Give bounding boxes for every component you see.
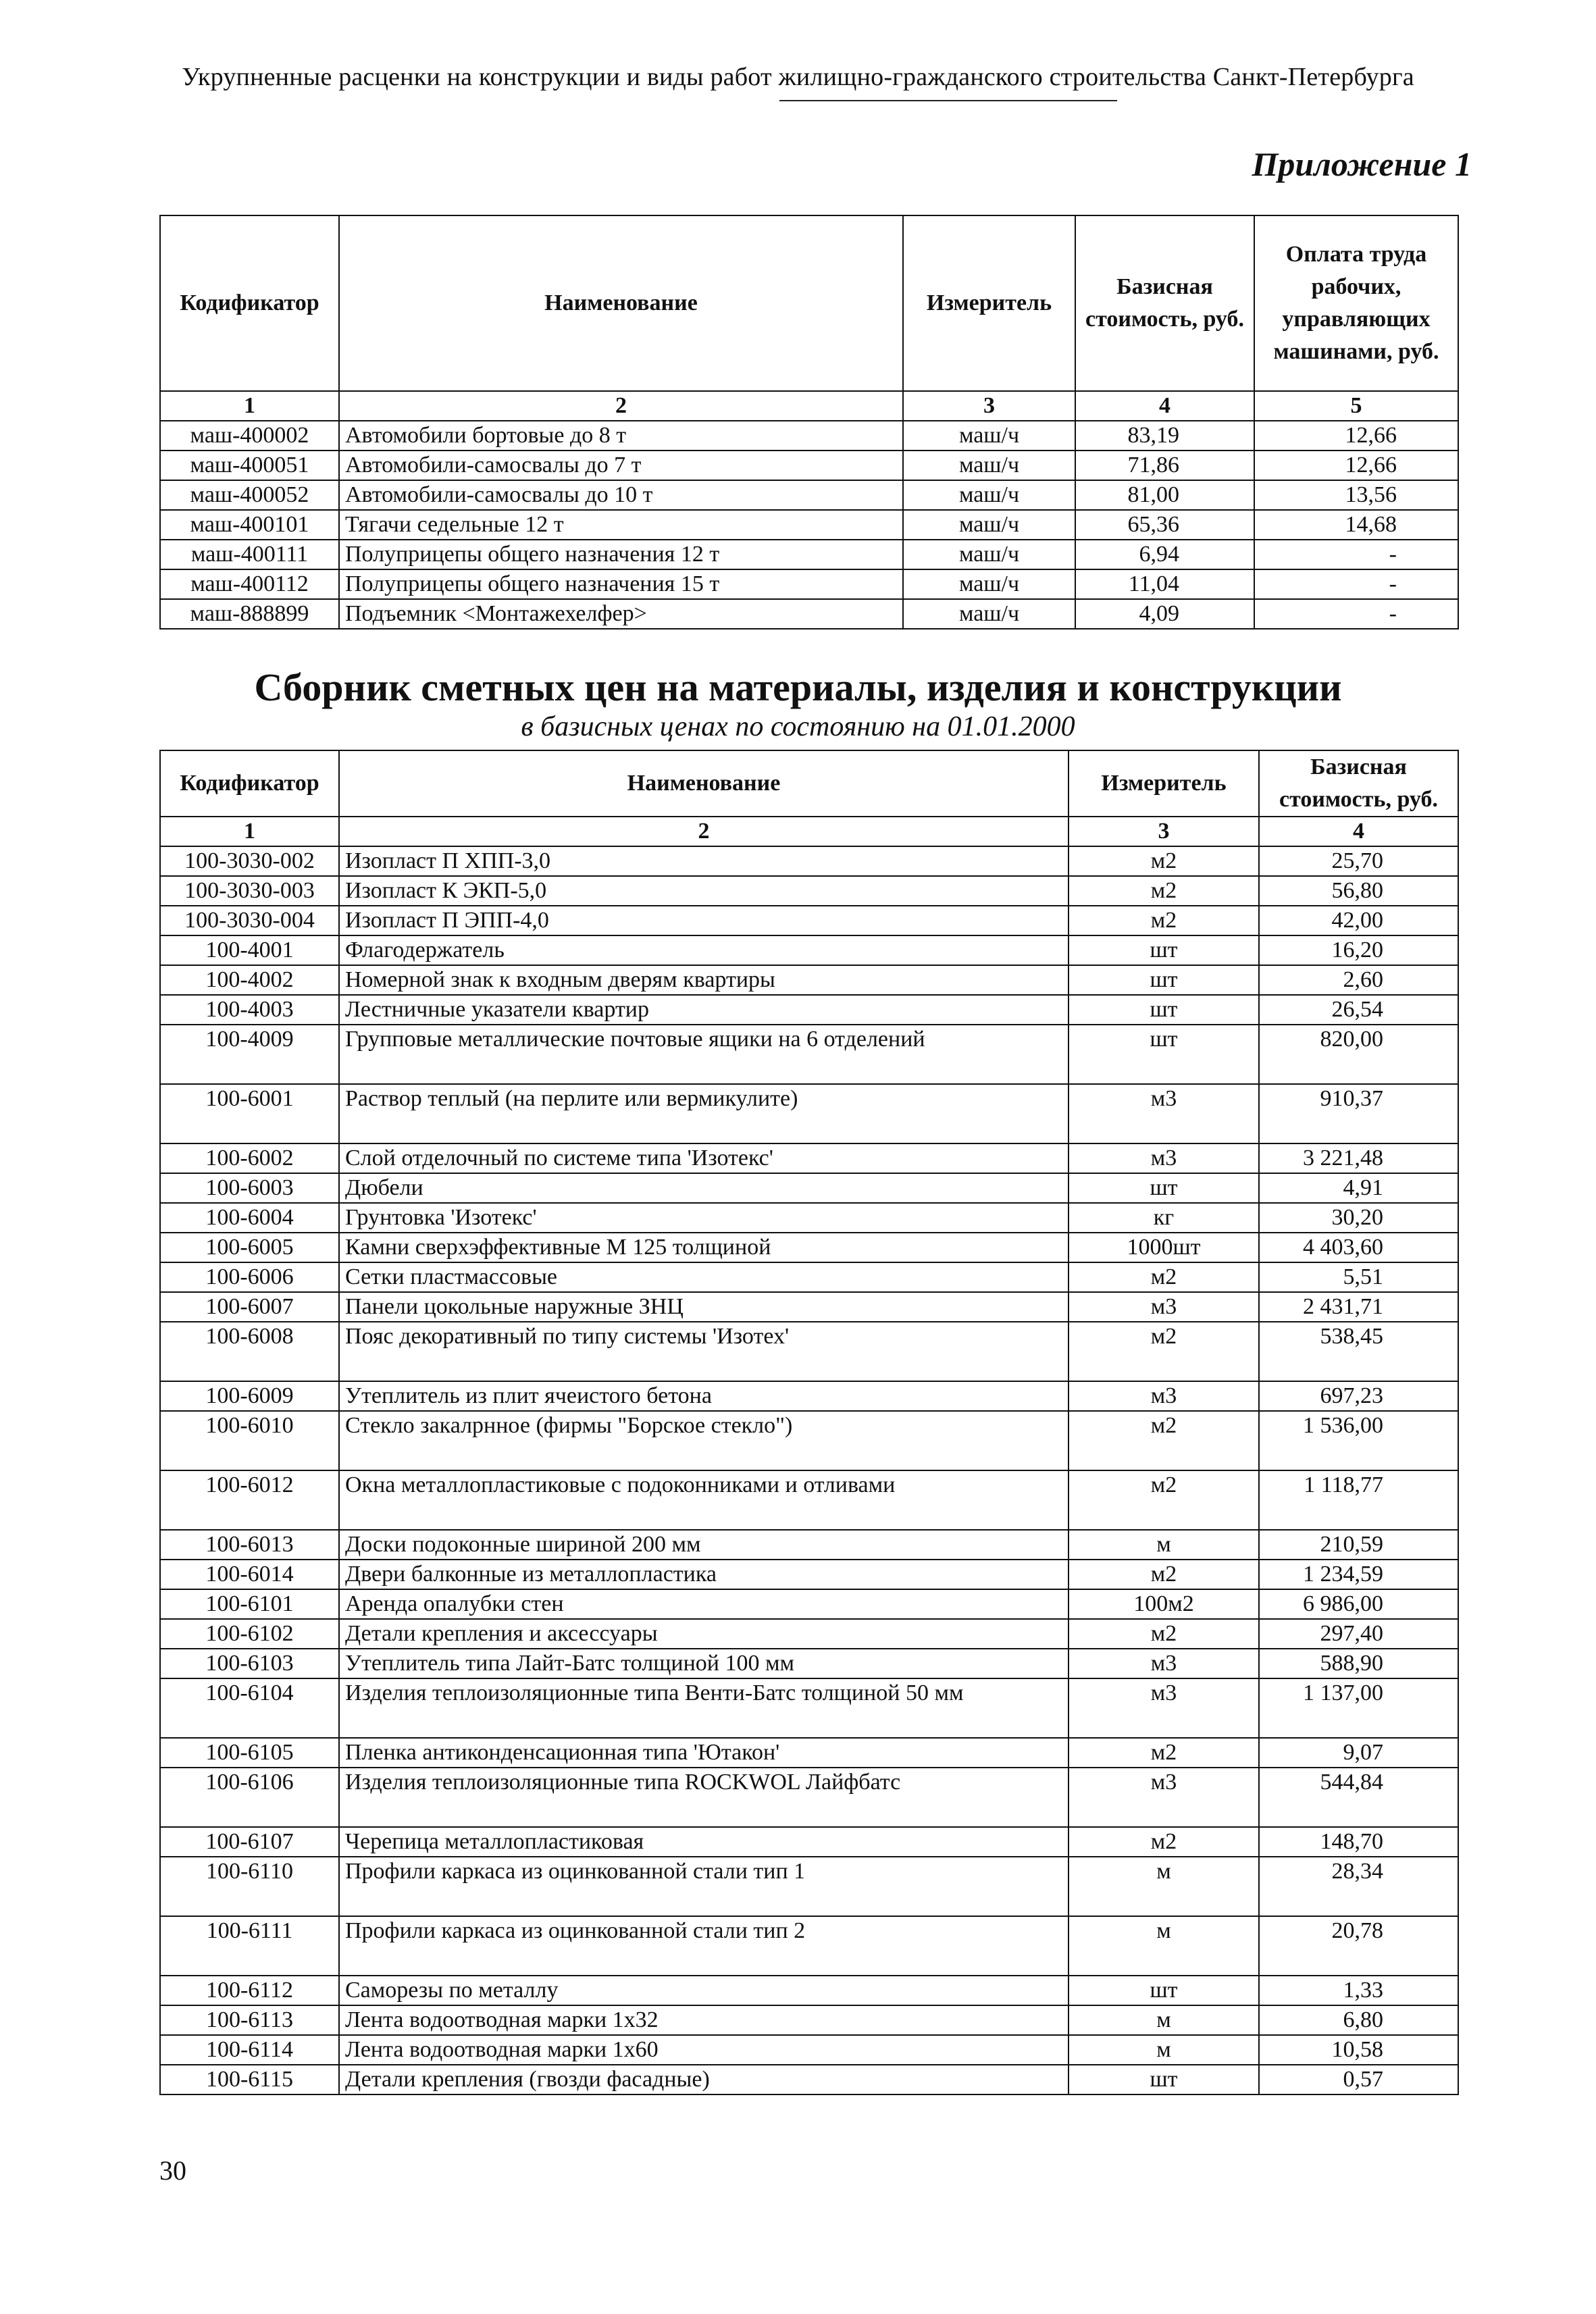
table-cell: м3 bbox=[1069, 1084, 1259, 1143]
table-cell: 100-4003 bbox=[160, 995, 339, 1025]
column-number: 4 bbox=[1259, 817, 1458, 846]
table-row bbox=[160, 1619, 1458, 1649]
table-cell: м2 bbox=[1069, 1322, 1259, 1381]
table-cell: - bbox=[1254, 540, 1458, 569]
table-cell: кг bbox=[1069, 1203, 1259, 1233]
table-cell: Пояс декоративный по типу системы 'Изотех' bbox=[339, 1322, 1069, 1381]
table-cell: 1 118,77 bbox=[1259, 1470, 1458, 1530]
table-cell: 71,86 bbox=[1075, 451, 1254, 480]
table-cell: Номерной знак к входным дверям квартиры bbox=[339, 965, 1069, 995]
table-cell: Утеплитель типа Лайт-Батс толщиной 100 мм bbox=[339, 1649, 1069, 1678]
header-cell: Кодификатор bbox=[160, 215, 339, 391]
table-cell: 100-6003 bbox=[160, 1173, 339, 1203]
table-cell: 10,58 bbox=[1259, 2035, 1458, 2065]
table-cell: м bbox=[1069, 2005, 1259, 2035]
table-cell: 100-6008 bbox=[160, 1322, 339, 1381]
table-row bbox=[160, 1322, 1458, 1381]
table-cell: Изопласт П ХПП-3,0 bbox=[339, 846, 1069, 876]
table-cell: маш/ч bbox=[903, 540, 1075, 569]
table-cell: 13,56 bbox=[1254, 480, 1458, 510]
table-cell: Саморезы по металлу bbox=[339, 1976, 1069, 2005]
table-cell: 81,00 bbox=[1075, 480, 1254, 510]
table-cell: м2 bbox=[1069, 1262, 1259, 1292]
table-cell: 100-6113 bbox=[160, 2005, 339, 2035]
table-cell: Доски подоконные шириной 200 мм bbox=[339, 1530, 1069, 1560]
table-row bbox=[160, 480, 1458, 510]
table-row bbox=[160, 1678, 1458, 1738]
table-cell: 100-3030-002 bbox=[160, 846, 339, 876]
table-cell: 26,54 bbox=[1259, 995, 1458, 1025]
table-cell: 100-6007 bbox=[160, 1292, 339, 1322]
table-row bbox=[160, 1381, 1458, 1411]
table-cell: маш-400002 bbox=[160, 421, 339, 451]
table-row bbox=[160, 1025, 1458, 1084]
materials-table bbox=[159, 750, 1459, 2095]
table-row bbox=[160, 1589, 1458, 1619]
table-cell: 4,09 bbox=[1075, 599, 1254, 629]
table-row bbox=[160, 995, 1458, 1025]
table-cell: 100-3030-003 bbox=[160, 876, 339, 906]
table-cell: 100-4009 bbox=[160, 1025, 339, 1084]
table-cell: м3 bbox=[1069, 1292, 1259, 1322]
table-cell: 11,04 bbox=[1075, 569, 1254, 599]
table-cell: Автомобили-самосвалы до 10 т bbox=[339, 480, 903, 510]
table-cell: 100-6104 bbox=[160, 1678, 339, 1738]
table-row bbox=[160, 906, 1458, 935]
table-cell: 1,33 bbox=[1259, 1976, 1458, 2005]
table-cell: 3 221,48 bbox=[1259, 1143, 1458, 1173]
table-cell: Автомобили-самосвалы до 7 т bbox=[339, 451, 903, 480]
table-cell: Панели цокольные наружные ЗНЦ bbox=[339, 1292, 1069, 1322]
table-cell: Раствор теплый (на перлите или вермикулите) bbox=[339, 1084, 1069, 1143]
table-cell: 148,70 bbox=[1259, 1827, 1458, 1857]
running-header: Укрупненные расценки на конструкции и виды работ жилищно-гражданского строительства Санкт-Петербурга bbox=[182, 63, 1414, 91]
table-cell: Флагодержатель bbox=[339, 935, 1069, 965]
table-cell: 100-6004 bbox=[160, 1203, 339, 1233]
table-cell: 4,91 bbox=[1259, 1173, 1458, 1203]
table-cell: 820,00 bbox=[1259, 1025, 1458, 1084]
table-cell: 100-6107 bbox=[160, 1827, 339, 1857]
table-cell: м bbox=[1069, 1916, 1259, 1976]
table-cell: 1000шт bbox=[1069, 1233, 1259, 1262]
table-cell: Профили каркаса из оцинкованной стали тип 1 bbox=[339, 1857, 1069, 1916]
section-subtitle: в базисных ценах по состоянию на 01.01.2000 bbox=[521, 711, 1075, 742]
table-cell: Полуприцепы общего назначения 15 т bbox=[339, 569, 903, 599]
table-cell: 100-6010 bbox=[160, 1411, 339, 1470]
table-cell: Лестничные указатели квартир bbox=[339, 995, 1069, 1025]
header-cell: Измеритель bbox=[903, 215, 1075, 391]
table-cell: 100-4001 bbox=[160, 935, 339, 965]
header-cell: Наименование bbox=[339, 215, 903, 391]
table-row bbox=[160, 599, 1458, 629]
table-cell: 20,78 bbox=[1259, 1916, 1458, 1976]
table-row bbox=[160, 935, 1458, 965]
table-cell: 297,40 bbox=[1259, 1619, 1458, 1649]
table-cell: маш/ч bbox=[903, 451, 1075, 480]
table-cell: 100-6103 bbox=[160, 1649, 339, 1678]
table-cell: 100-6115 bbox=[160, 2065, 339, 2094]
table-cell: 100-6012 bbox=[160, 1470, 339, 1530]
header-underline bbox=[779, 100, 1117, 101]
table-cell: м2 bbox=[1069, 906, 1259, 935]
table-cell: 30,20 bbox=[1259, 1203, 1458, 1233]
table-cell: 538,45 bbox=[1259, 1322, 1458, 1381]
appendix-label: Приложение 1 bbox=[1252, 145, 1472, 183]
header-cell: Измеритель bbox=[1069, 750, 1259, 817]
table-cell: маш-400051 bbox=[160, 451, 339, 480]
table-row bbox=[160, 1916, 1458, 1976]
table-cell: 100-6105 bbox=[160, 1738, 339, 1768]
column-number: 1 bbox=[160, 391, 339, 421]
table-cell: 100-6111 bbox=[160, 1916, 339, 1976]
table-row bbox=[160, 1143, 1458, 1173]
table-row bbox=[160, 876, 1458, 906]
header-cell: Оплата труда рабочих, управляющих машинами, руб. bbox=[1254, 215, 1458, 391]
table-cell: Лента водоотводная марки 1х60 bbox=[339, 2035, 1069, 2065]
table-cell: м2 bbox=[1069, 1411, 1259, 1470]
table-cell: 2 431,71 bbox=[1259, 1292, 1458, 1322]
table-cell: 210,59 bbox=[1259, 1530, 1458, 1560]
table-cell: 100-6110 bbox=[160, 1857, 339, 1916]
table-cell: Утеплитель из плит ячеистого бетона bbox=[339, 1381, 1069, 1411]
table-row bbox=[160, 1203, 1458, 1233]
table-cell: 910,37 bbox=[1259, 1084, 1458, 1143]
table-cell: 697,23 bbox=[1259, 1381, 1458, 1411]
column-number: 4 bbox=[1075, 391, 1254, 421]
table-row bbox=[160, 510, 1458, 540]
table-cell: 83,19 bbox=[1075, 421, 1254, 451]
table-cell: Тягачи седельные 12 т bbox=[339, 510, 903, 540]
table-cell: Подъемник <Монтажехелфер> bbox=[339, 599, 903, 629]
table-cell: м3 bbox=[1069, 1678, 1259, 1738]
table-cell: 100-6013 bbox=[160, 1530, 339, 1560]
table-cell: 100м2 bbox=[1069, 1589, 1259, 1619]
table-cell: Групповые металлические почтовые ящики на 6 отделений bbox=[339, 1025, 1069, 1084]
table-cell: 100-6001 bbox=[160, 1084, 339, 1143]
table-cell: шт bbox=[1069, 965, 1259, 995]
table-cell: 56,80 bbox=[1259, 876, 1458, 906]
table-cell: 65,36 bbox=[1075, 510, 1254, 540]
column-number: 5 bbox=[1254, 391, 1458, 421]
table-cell: 42,00 bbox=[1259, 906, 1458, 935]
table-cell: Изделия теплоизоляционные типа ROCKWOL Лайфбатс bbox=[339, 1768, 1069, 1827]
table-row bbox=[160, 1084, 1458, 1143]
table-row bbox=[160, 1976, 1458, 2005]
table-cell: Автомобили бортовые до 8 т bbox=[339, 421, 903, 451]
table-cell: шт bbox=[1069, 2065, 1259, 2094]
table-cell: 100-6005 bbox=[160, 1233, 339, 1262]
table-cell: маш-400111 bbox=[160, 540, 339, 569]
table-row bbox=[160, 569, 1458, 599]
materials-table-body bbox=[160, 846, 1458, 2094]
table-cell: 588,90 bbox=[1259, 1649, 1458, 1678]
header-cell: Наименование bbox=[339, 750, 1069, 817]
table-cell: 100-4002 bbox=[160, 965, 339, 995]
table-cell: 100-6101 bbox=[160, 1589, 339, 1619]
table-cell: 5,51 bbox=[1259, 1262, 1458, 1292]
table-cell: Профили каркаса из оцинкованной стали тип 2 bbox=[339, 1916, 1069, 1976]
table-cell: Окна металлопластиковые с подоконниками и отливами bbox=[339, 1470, 1069, 1530]
table-cell: 100-6102 bbox=[160, 1619, 339, 1649]
table-cell: Сетки пластмассовые bbox=[339, 1262, 1069, 1292]
table-cell: 100-6006 bbox=[160, 1262, 339, 1292]
table-cell: Камни сверхэффективные М 125 толщиной bbox=[339, 1233, 1069, 1262]
table-cell: м3 bbox=[1069, 1768, 1259, 1827]
table-cell: 16,20 bbox=[1259, 935, 1458, 965]
table-cell: м3 bbox=[1069, 1381, 1259, 1411]
table-cell: 544,84 bbox=[1259, 1768, 1458, 1827]
table-cell: 100-6009 bbox=[160, 1381, 339, 1411]
table-cell: Полуприцепы общего назначения 12 т bbox=[339, 540, 903, 569]
table-cell: м2 bbox=[1069, 1827, 1259, 1857]
page-number: 30 bbox=[159, 2155, 186, 2186]
table-row bbox=[160, 1649, 1458, 1678]
table-row bbox=[160, 1262, 1458, 1292]
table-cell: 1 536,00 bbox=[1259, 1411, 1458, 1470]
table-row bbox=[160, 2005, 1458, 2035]
table-row bbox=[160, 1530, 1458, 1560]
table-cell: 100-6002 bbox=[160, 1143, 339, 1173]
table-row bbox=[160, 1857, 1458, 1916]
table-cell: Слой отделочный по системе типа 'Изотекс' bbox=[339, 1143, 1069, 1173]
column-number: 2 bbox=[339, 817, 1069, 846]
table-cell: шт bbox=[1069, 1976, 1259, 2005]
table-cell: м2 bbox=[1069, 1738, 1259, 1768]
table-row bbox=[160, 1233, 1458, 1262]
table-row bbox=[160, 421, 1458, 451]
table-cell: Аренда опалубки стен bbox=[339, 1589, 1069, 1619]
header-cell: Базисная стоимость, руб. bbox=[1259, 750, 1458, 817]
table-cell: маш-400112 bbox=[160, 569, 339, 599]
table-cell: Изопласт К ЭКП-5,0 bbox=[339, 876, 1069, 906]
table-cell: Детали крепления (гвозди фасадные) bbox=[339, 2065, 1069, 2094]
column-number: 3 bbox=[903, 391, 1075, 421]
table-row bbox=[160, 1827, 1458, 1857]
table-cell: маш-400052 bbox=[160, 480, 339, 510]
table-cell: 100-6114 bbox=[160, 2035, 339, 2065]
table-cell: маш/ч bbox=[903, 480, 1075, 510]
machines-table bbox=[159, 215, 1459, 629]
table-cell: 6,94 bbox=[1075, 540, 1254, 569]
table-cell: 100-6106 bbox=[160, 1768, 339, 1827]
table-cell: маш-888899 bbox=[160, 599, 339, 629]
table-row bbox=[160, 1768, 1458, 1827]
table-cell: м bbox=[1069, 1530, 1259, 1560]
table-cell: 12,66 bbox=[1254, 421, 1458, 451]
table-cell: 28,34 bbox=[1259, 1857, 1458, 1916]
table-cell: 2,60 bbox=[1259, 965, 1458, 995]
table-cell: Грунтовка 'Изотекс' bbox=[339, 1203, 1069, 1233]
column-number: 1 bbox=[160, 817, 339, 846]
table-cell: шт bbox=[1069, 935, 1259, 965]
table-row bbox=[160, 1560, 1458, 1589]
table-cell: Лента водоотводная марки 1х32 bbox=[339, 2005, 1069, 2035]
header-cell: Кодификатор bbox=[160, 750, 339, 817]
table-cell: 4 403,60 bbox=[1259, 1233, 1458, 1262]
table-cell: маш/ч bbox=[903, 569, 1075, 599]
column-number: 2 bbox=[339, 391, 903, 421]
table-row bbox=[160, 1470, 1458, 1530]
table-cell: м bbox=[1069, 2035, 1259, 2065]
table-cell: шт bbox=[1069, 1025, 1259, 1084]
table-cell: 100-3030-004 bbox=[160, 906, 339, 935]
table-cell: шт bbox=[1069, 1173, 1259, 1203]
table-cell: м2 bbox=[1069, 1560, 1259, 1589]
header-cell: Базисная стоимость, руб. bbox=[1075, 215, 1254, 391]
table-row bbox=[160, 1411, 1458, 1470]
table-cell: - bbox=[1254, 569, 1458, 599]
table-cell: 1 137,00 bbox=[1259, 1678, 1458, 1738]
table-cell: Двери балконные из металлопластика bbox=[339, 1560, 1069, 1589]
table-cell: 100-6112 bbox=[160, 1976, 339, 2005]
table-cell: маш/ч bbox=[903, 421, 1075, 451]
table-cell: м3 bbox=[1069, 1143, 1259, 1173]
table-cell: 6 986,00 bbox=[1259, 1589, 1458, 1619]
table-cell: - bbox=[1254, 599, 1458, 629]
table-cell: Изделия теплоизоляционные типа Венти-Батс толщиной 50 мм bbox=[339, 1678, 1069, 1738]
table-cell: м bbox=[1069, 1857, 1259, 1916]
section-title: Сборник сметных цен на материалы, изделия и конструкции bbox=[254, 665, 1342, 709]
table-row bbox=[160, 846, 1458, 876]
table-row bbox=[160, 540, 1458, 569]
table-row bbox=[160, 1292, 1458, 1322]
table-cell: Стекло закалрнное (фирмы "Борское стекло") bbox=[339, 1411, 1069, 1470]
table-cell: Пленка антиконденсационная типа 'Ютакон' bbox=[339, 1738, 1069, 1768]
table-cell: 1 234,59 bbox=[1259, 1560, 1458, 1589]
table-cell: 100-6014 bbox=[160, 1560, 339, 1589]
table-cell: 12,66 bbox=[1254, 451, 1458, 480]
table-cell: Черепица металлопластиковая bbox=[339, 1827, 1069, 1857]
column-number: 3 bbox=[1069, 817, 1259, 846]
table-cell: м2 bbox=[1069, 876, 1259, 906]
table-cell: м2 bbox=[1069, 846, 1259, 876]
table-cell: Детали крепления и аксессуары bbox=[339, 1619, 1069, 1649]
machines-table-body bbox=[160, 421, 1458, 629]
table-row bbox=[160, 2035, 1458, 2065]
table-cell: 6,80 bbox=[1259, 2005, 1458, 2035]
table-cell: м2 bbox=[1069, 1470, 1259, 1530]
table-cell: маш/ч bbox=[903, 599, 1075, 629]
table-row bbox=[160, 451, 1458, 480]
table-cell: Изопласт П ЭПП-4,0 bbox=[339, 906, 1069, 935]
table-cell: шт bbox=[1069, 995, 1259, 1025]
table-row bbox=[160, 1173, 1458, 1203]
table-cell: 25,70 bbox=[1259, 846, 1458, 876]
table-row bbox=[160, 2065, 1458, 2094]
table-cell: Дюбели bbox=[339, 1173, 1069, 1203]
table-cell: м2 bbox=[1069, 1619, 1259, 1649]
table-cell: м3 bbox=[1069, 1649, 1259, 1678]
table-cell: 9,07 bbox=[1259, 1738, 1458, 1768]
table-cell: маш/ч bbox=[903, 510, 1075, 540]
table-cell: маш-400101 bbox=[160, 510, 339, 540]
table-cell: 14,68 bbox=[1254, 510, 1458, 540]
table-cell: 0,57 bbox=[1259, 2065, 1458, 2094]
table-row bbox=[160, 1738, 1458, 1768]
table-row bbox=[160, 965, 1458, 995]
